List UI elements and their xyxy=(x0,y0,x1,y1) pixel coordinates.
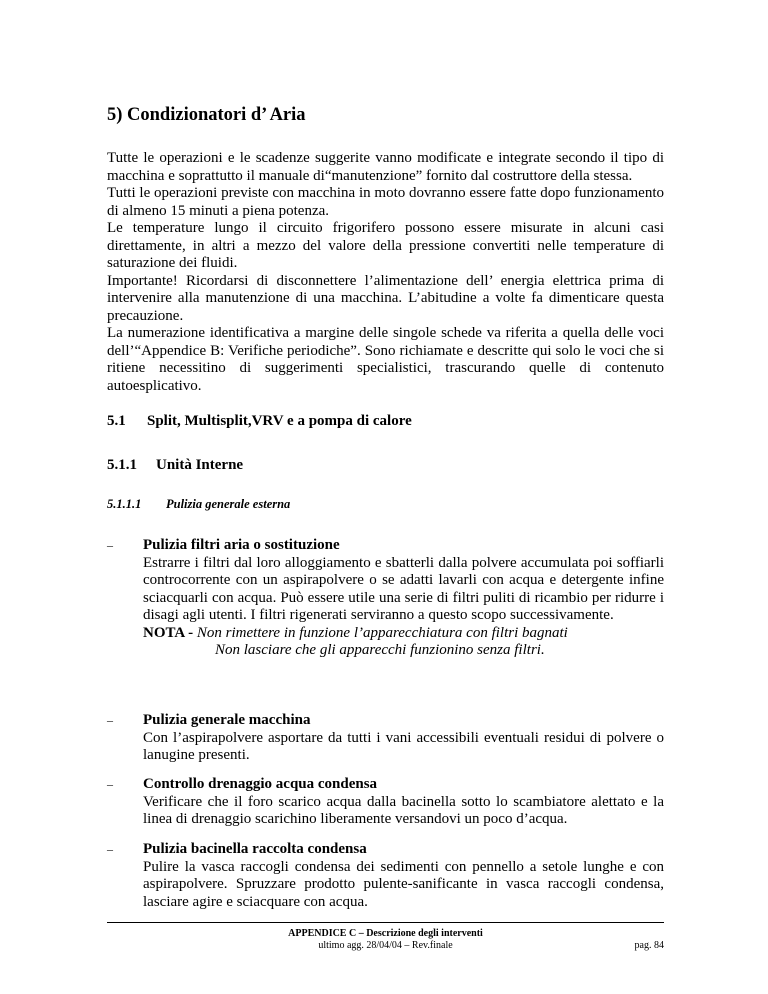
intro-text xyxy=(107,150,664,395)
intro-paragraph: Tutti le operazioni previste con macchina in moto dovranno essere fatte dopo funzionamento di almeno 15 minuti a piena potenza. xyxy=(107,185,664,219)
footer-revision: ultimo agg. 28/04/04 – Rev.finale xyxy=(318,940,453,951)
footer-divider xyxy=(107,922,664,923)
list-item xyxy=(107,537,664,660)
subsection-heading xyxy=(107,457,243,474)
item-text: Con l’aspirapolvere asportare da tutti i vani accessibili eventuali residui di polvere o lanugine presenti. xyxy=(143,729,664,763)
item-title: Controllo drenaggio acqua condensa xyxy=(143,776,378,792)
dash-bullet-icon: – xyxy=(107,842,113,856)
footer-title: APPENDICE C – Descrizione degli interventi xyxy=(288,928,483,939)
intro-paragraph: La numerazione identificativa a margine delle singole schede va riferita a quella delle voci dell’“Appendice B: Verifiche periodiche”. Sono richiamate e descritte qui solo le voci che si ritiene necessitino di suggerimenti specialistici, trascurando quelle di contenuto autoesplicativo. xyxy=(107,325,664,394)
list-item xyxy=(107,712,664,765)
subsubsection-heading xyxy=(107,497,290,512)
dash-bullet-icon: – xyxy=(107,777,113,791)
subsection-number: 5.1.1 xyxy=(107,457,137,473)
list-item xyxy=(107,841,664,911)
dash-bullet-icon: – xyxy=(107,538,113,552)
note-label: NOTA - xyxy=(143,624,197,641)
item-text: Pulire la vasca raccogli condensa dei sedimenti con pennello a setole lunghe e con aspirapolvere. Spruzzare prodotto pulente-sanificante in vasca raccogli condensa, lasciare agire e sciacquare con acqua. xyxy=(143,858,664,910)
item-text: Estrarre i filtri dal loro alloggiamento e sbatterli dalla polvere accumulata poi soffiarli controcorrente con un aspirapolvere o se adatti lavarli con acqua e detergente infine sciacquarli con acqua. Può essere utile una serie di filtri puliti di ricambio per ridurre i disagi agli utenti. I filtri rigenerati serviranno a questo scopo successivamente. xyxy=(143,554,664,623)
page-number: pag. 84 xyxy=(634,940,664,951)
subsubsection-title: Pulizia generale esterna xyxy=(166,497,291,511)
note-line-2: Non lasciare che gli apparecchi funzionino senza filtri. xyxy=(215,642,545,658)
section-number: 5.1 xyxy=(107,413,126,429)
dash-bullet-icon: – xyxy=(107,713,113,727)
item-title: Pulizia bacinella raccolta condensa xyxy=(143,841,367,857)
subsubsection-number: 5.1.1.1 xyxy=(107,497,142,511)
subsection-title: Unità Interne xyxy=(156,457,244,473)
intro-paragraph: Le temperature lungo il circuito frigorifero possono essere misurate in alcuni casi direttamente, in altri a mezzo del valore della pressione convertiti nelle temperature di saturazione dei fluidi. xyxy=(107,220,664,271)
list-item xyxy=(107,776,664,829)
intro-paragraph: Tutte le operazioni e le scadenze suggerite vanno modificate e integrate secondo il tipo di macchina e soprattutto il manuale di“manutenzione” fornito dal costruttore della stessa. xyxy=(107,150,664,184)
note xyxy=(143,625,664,643)
note-line-1: Non rimettere in funzione l’apparecchiatura con filtri bagnati xyxy=(196,624,568,641)
section-title: Split, Multisplit,VRV e a pompa di calore xyxy=(147,413,412,429)
item-title: Pulizia filtri aria o sostituzione xyxy=(143,537,340,553)
section-heading xyxy=(107,413,412,430)
intro-paragraph: Importante! Ricordarsi di disconnettere l’alimentazione dell’ energia elettrica prima di intervenire alla manutenzione di una macchina. L’abitudine a volte fa dimenticare questa precauzione. xyxy=(107,272,664,324)
item-text: Verificare che il foro scarico acqua dalla bacinella sotto lo scambiatore alettato e la linea di drenaggio scarichino liberamente versandovi un poco d’acqua. xyxy=(143,793,664,827)
chapter-heading: 5) Condizionatori d’ Aria xyxy=(107,105,306,125)
page-footer xyxy=(107,928,664,952)
item-title: Pulizia generale macchina xyxy=(143,712,311,728)
